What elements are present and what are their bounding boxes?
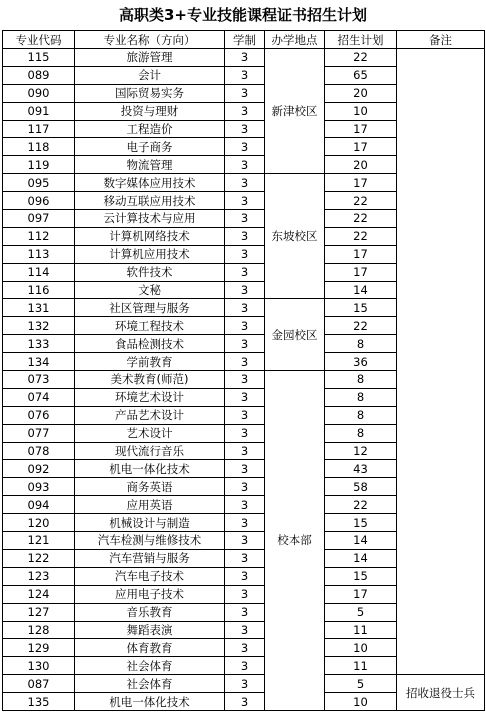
cell-code: 118 (3, 138, 75, 156)
cell-duration: 3 (225, 442, 265, 460)
cell-duration: 3 (225, 657, 265, 675)
cell-code: 090 (3, 84, 75, 102)
cell-major-name: 投资与理财 (75, 102, 225, 120)
header-location: 办学地点 (265, 31, 325, 49)
cell-major-name: 机电一体化技术 (75, 693, 225, 711)
cell-duration: 3 (225, 120, 265, 138)
cell-duration: 3 (225, 156, 265, 174)
cell-major-name: 计算机网络技术 (75, 227, 225, 245)
cell-major-name: 环境工程技术 (75, 317, 225, 335)
cell-code: 089 (3, 66, 75, 84)
cell-major-name: 汽车营销与服务 (75, 549, 225, 567)
cell-quota: 58 (325, 478, 397, 496)
header-remarks: 备注 (397, 31, 485, 49)
cell-duration: 3 (225, 514, 265, 532)
cell-duration: 3 (225, 406, 265, 424)
cell-duration: 3 (225, 585, 265, 603)
cell-duration: 3 (225, 371, 265, 389)
cell-quota: 22 (325, 210, 397, 228)
cell-code: 123 (3, 567, 75, 585)
cell-major-name: 机电一体化技术 (75, 460, 225, 478)
cell-code: 134 (3, 353, 75, 371)
table-header (3, 31, 485, 49)
cell-duration: 3 (225, 227, 265, 245)
cell-quota: 10 (325, 102, 397, 120)
cell-code: 130 (3, 657, 75, 675)
cell-code: 114 (3, 263, 75, 281)
cell-duration: 3 (225, 567, 265, 585)
cell-quota: 15 (325, 514, 397, 532)
cell-major-name: 计算机应用技术 (75, 245, 225, 263)
enrollment-plan-table (2, 30, 485, 711)
cell-quota: 20 (325, 84, 397, 102)
cell-quota: 17 (325, 138, 397, 156)
cell-quota: 14 (325, 549, 397, 567)
cell-major-name: 移动互联应用技术 (75, 192, 225, 210)
cell-major-name: 软件技术 (75, 263, 225, 281)
cell-duration: 3 (225, 245, 265, 263)
cell-code: 094 (3, 496, 75, 514)
cell-remarks: 招收退役士兵 (397, 675, 485, 711)
cell-major-name: 环境艺术设计 (75, 388, 225, 406)
cell-location: 新津校区 (265, 49, 325, 174)
cell-major-name: 数字媒体应用技术 (75, 174, 225, 192)
cell-duration: 3 (225, 621, 265, 639)
cell-quota: 20 (325, 156, 397, 174)
document-title: 高职类3+专业技能课程证书招生计划 (118, 6, 367, 24)
cell-quota: 5 (325, 603, 397, 621)
cell-major-name: 社会体育 (75, 675, 225, 693)
cell-major-name: 现代流行音乐 (75, 442, 225, 460)
cell-major-name: 社会体育 (75, 657, 225, 675)
cell-quota: 8 (325, 424, 397, 442)
table-row (3, 675, 485, 693)
cell-duration: 3 (225, 388, 265, 406)
cell-code: 119 (3, 156, 75, 174)
table-body (3, 49, 485, 711)
cell-quota: 8 (325, 388, 397, 406)
header-quota: 招生计划 (325, 31, 397, 49)
cell-quota: 22 (325, 192, 397, 210)
cell-duration: 3 (225, 49, 265, 67)
cell-code: 096 (3, 192, 75, 210)
cell-duration: 3 (225, 496, 265, 514)
cell-remarks (397, 49, 485, 675)
cell-code: 092 (3, 460, 75, 478)
cell-code: 127 (3, 603, 75, 621)
cell-code: 124 (3, 585, 75, 603)
cell-duration: 3 (225, 317, 265, 335)
cell-quota: 22 (325, 317, 397, 335)
cell-duration: 3 (225, 84, 265, 102)
cell-quota: 36 (325, 353, 397, 371)
cell-major-name: 食品检测技术 (75, 335, 225, 353)
cell-code: 115 (3, 49, 75, 67)
cell-quota: 11 (325, 657, 397, 675)
cell-duration: 3 (225, 263, 265, 281)
cell-major-name: 文秘 (75, 281, 225, 299)
cell-quota: 22 (325, 496, 397, 514)
cell-major-name: 国际贸易实务 (75, 84, 225, 102)
cell-code: 120 (3, 514, 75, 532)
cell-quota: 22 (325, 49, 397, 67)
cell-quota: 17 (325, 174, 397, 192)
cell-major-name: 音乐教育 (75, 603, 225, 621)
cell-duration: 3 (225, 210, 265, 228)
cell-major-name: 机械设计与制造 (75, 514, 225, 532)
cell-quota: 5 (325, 675, 397, 693)
cell-code: 087 (3, 675, 75, 693)
cell-major-name: 商务英语 (75, 478, 225, 496)
cell-code: 128 (3, 621, 75, 639)
cell-code: 076 (3, 406, 75, 424)
cell-quota: 14 (325, 281, 397, 299)
cell-quota: 17 (325, 245, 397, 263)
cell-major-name: 旅游管理 (75, 49, 225, 67)
cell-major-name: 工程造价 (75, 120, 225, 138)
cell-quota: 8 (325, 371, 397, 389)
cell-major-name: 美术教育(师范) (75, 371, 225, 389)
cell-duration: 3 (225, 460, 265, 478)
cell-code: 131 (3, 299, 75, 317)
header-row (3, 31, 485, 49)
cell-major-name: 产品艺术设计 (75, 406, 225, 424)
cell-major-name: 电子商务 (75, 138, 225, 156)
cell-code: 074 (3, 388, 75, 406)
cell-duration: 3 (225, 335, 265, 353)
cell-code: 091 (3, 102, 75, 120)
cell-code: 093 (3, 478, 75, 496)
cell-quota: 11 (325, 621, 397, 639)
cell-quota: 10 (325, 693, 397, 711)
cell-code: 132 (3, 317, 75, 335)
header-code: 专业代码 (3, 31, 75, 49)
cell-duration: 3 (225, 66, 265, 84)
cell-duration: 3 (225, 693, 265, 711)
cell-duration: 3 (225, 192, 265, 210)
cell-major-name: 云计算技术与应用 (75, 210, 225, 228)
cell-quota: 17 (325, 263, 397, 281)
cell-code: 095 (3, 174, 75, 192)
cell-code: 133 (3, 335, 75, 353)
cell-code: 117 (3, 120, 75, 138)
cell-quota: 22 (325, 227, 397, 245)
cell-location: 东坡校区 (265, 174, 325, 299)
cell-major-name: 学前教育 (75, 353, 225, 371)
cell-quota: 15 (325, 299, 397, 317)
cell-quota: 17 (325, 585, 397, 603)
cell-quota: 14 (325, 532, 397, 550)
cell-quota: 17 (325, 120, 397, 138)
cell-duration: 3 (225, 675, 265, 693)
cell-major-name: 社区管理与服务 (75, 299, 225, 317)
cell-code: 073 (3, 371, 75, 389)
cell-location: 金园校区 (265, 299, 325, 371)
cell-code: 121 (3, 532, 75, 550)
cell-duration: 3 (225, 424, 265, 442)
cell-quota: 43 (325, 460, 397, 478)
cell-quota: 8 (325, 406, 397, 424)
cell-code: 129 (3, 639, 75, 657)
cell-duration: 3 (225, 299, 265, 317)
cell-duration: 3 (225, 138, 265, 156)
cell-location: 校本部 (265, 371, 325, 711)
cell-quota: 15 (325, 567, 397, 585)
cell-major-name: 汽车电子技术 (75, 567, 225, 585)
cell-code: 078 (3, 442, 75, 460)
cell-major-name: 艺术设计 (75, 424, 225, 442)
cell-major-name: 会计 (75, 66, 225, 84)
cell-duration: 3 (225, 549, 265, 567)
cell-code: 135 (3, 693, 75, 711)
cell-major-name: 体育教育 (75, 639, 225, 657)
cell-duration: 3 (225, 603, 265, 621)
cell-code: 077 (3, 424, 75, 442)
cell-quota: 12 (325, 442, 397, 460)
cell-duration: 3 (225, 281, 265, 299)
header-major-name: 专业名称（方向） (75, 31, 225, 49)
cell-quota: 65 (325, 66, 397, 84)
cell-duration: 3 (225, 353, 265, 371)
cell-duration: 3 (225, 102, 265, 120)
cell-major-name: 物流管理 (75, 156, 225, 174)
cell-code: 113 (3, 245, 75, 263)
table-row (3, 49, 485, 67)
cell-duration: 3 (225, 639, 265, 657)
cell-code: 116 (3, 281, 75, 299)
cell-major-name: 应用电子技术 (75, 585, 225, 603)
header-duration: 学制 (225, 31, 265, 49)
cell-code: 122 (3, 549, 75, 567)
cell-major-name: 汽车检测与维修技术 (75, 532, 225, 550)
cell-major-name: 舞蹈表演 (75, 621, 225, 639)
cell-code: 112 (3, 227, 75, 245)
cell-quota: 8 (325, 335, 397, 353)
cell-code: 097 (3, 210, 75, 228)
cell-quota: 10 (325, 639, 397, 657)
cell-duration: 3 (225, 478, 265, 496)
cell-duration: 3 (225, 174, 265, 192)
cell-duration: 3 (225, 532, 265, 550)
cell-major-name: 应用英语 (75, 496, 225, 514)
